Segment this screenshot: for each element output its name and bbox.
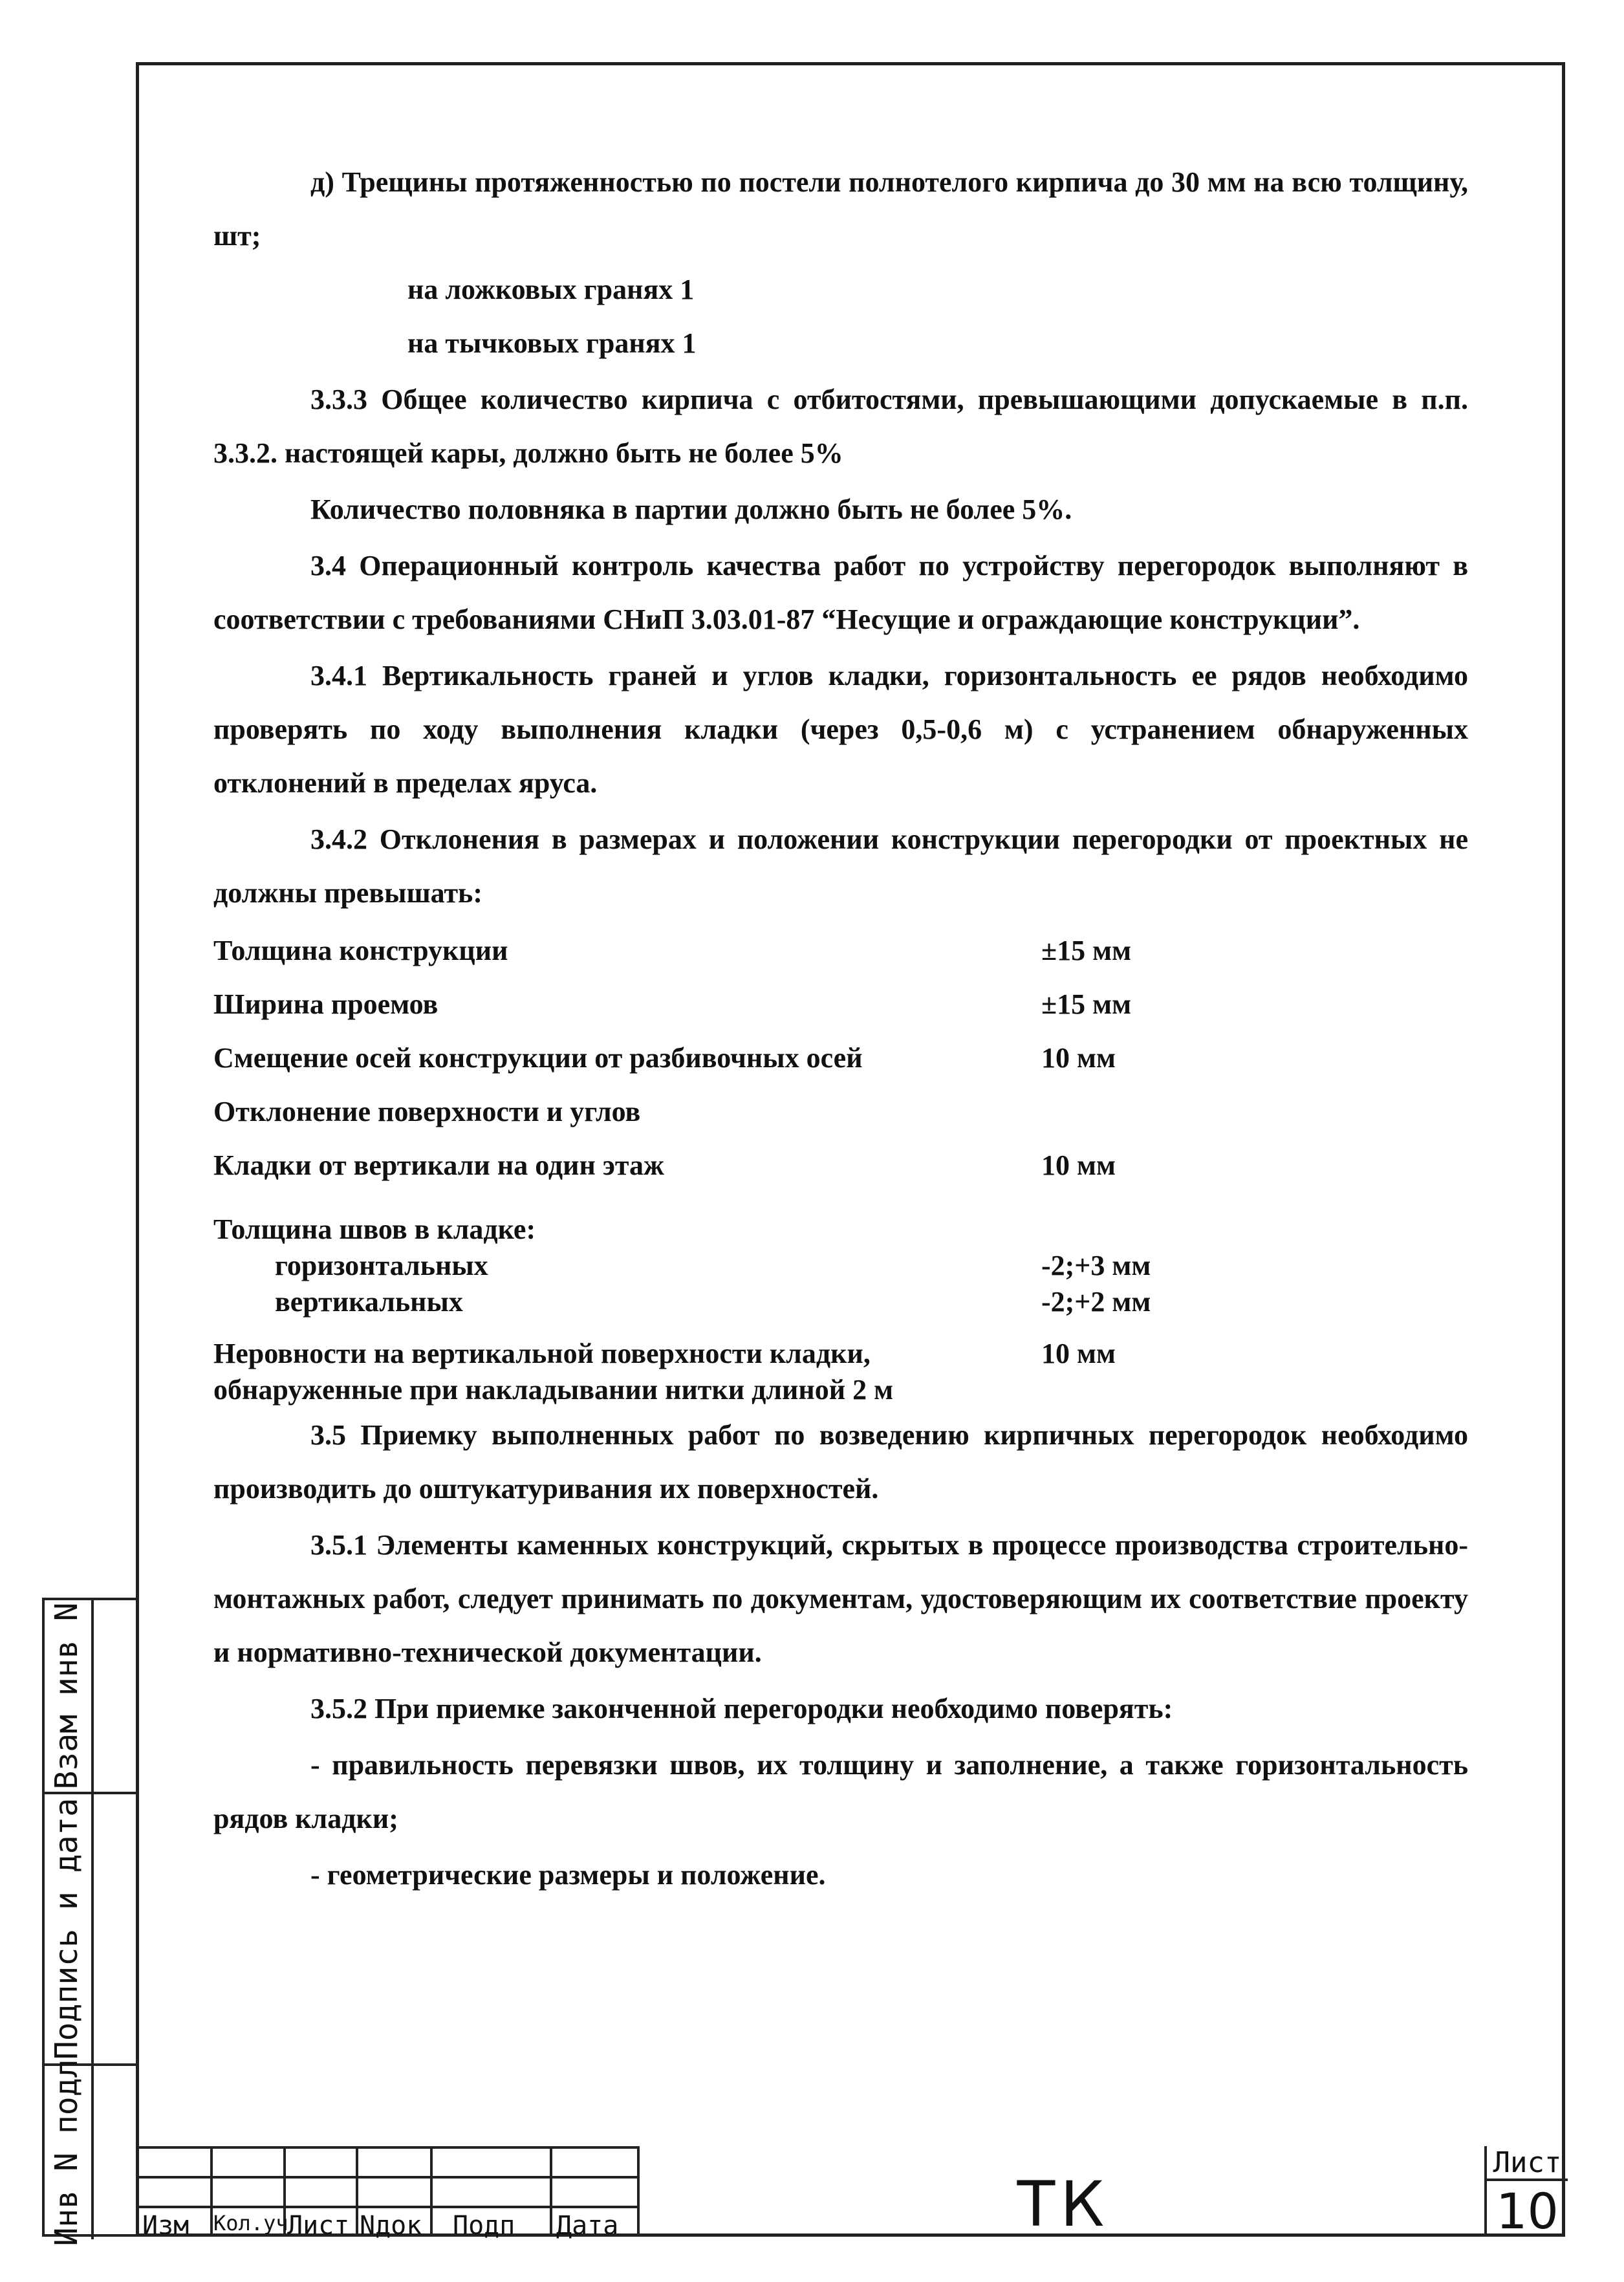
col-label-ndok: Nдок [360,2211,422,2241]
paragraph-half-bricks: Количество половняка в партии должно быть не более 5%. [310,494,1072,525]
paragraph-3-5: 3.5 Приемку выполненных работ по возведению кирпичных перегородок необходимо производить до оштукатуривания их поверхностей. [213,1419,1468,1505]
seam-thickness-block [213,1212,1468,1320]
sheet-number: 10 [1496,2182,1559,2240]
paragraph-d-sub2: на тычковых гранях 1 [407,327,697,359]
deviation-label: Отклонение поверхности и углов [213,1096,641,1127]
side-stamp [42,1598,136,2246]
col-label-izm: Изм [142,2211,189,2241]
deviation-label: Ширина проемов [213,988,438,1020]
stamp-label-podpis-data: Подпись и дата [49,1798,85,2060]
deviation-row [213,924,1468,977]
col-label-kol-uch: Кол.уч [213,2211,288,2235]
document-body [213,155,1468,1902]
stamp-label-inv-podl: Инв N подл [49,2059,85,2246]
title-block [136,2146,1565,2241]
unevenness-block [213,1336,1468,1408]
deviation-value: 10 мм [1041,1042,1116,1074]
paragraph-3-3-3: 3.3.3 Общее количество кирпича с отбитостями, превышающими допускаемые в п.п. 3.3.2. настоящей кары, должно быть не более 5% [213,384,1468,469]
seam-vertical-value: -2;+2 мм [1041,1286,1151,1318]
paragraph-3-4-2: 3.4.2 Отклонения в размерах и положении конструкции перегородки от проектных не должны превышать: [213,823,1468,909]
seam-horizontal-label: горизонтальных [275,1250,488,1281]
unevenness-label-1: Неровности на вертикальной поверхности кладки, [213,1338,871,1369]
stamp-cell-vzam-inv [45,1600,138,1794]
revision-grid [136,2146,637,2241]
paragraph-3-5-2-b: - геометрические размеры и положение. [310,1859,826,1891]
paragraph-3-4: 3.4 Операционный контроль качества работ по устройству перегородок выполняют в соответствии с требованиями СНиП 3.03.01-87 “Несущие и ограждающие конструкции”. [213,550,1468,635]
stamp-cell-podpis-data [45,1794,138,2066]
deviation-row [213,977,1468,1031]
deviation-row [213,1031,1468,1085]
sheet-cell [1484,2146,1568,2240]
col-label-list: Лист [287,2211,350,2241]
deviation-value [1041,1085,1468,1138]
col-label-data: Дата [556,2211,619,2241]
stamp-cell-inv-podl [45,2059,138,2246]
paragraph-3-4-1: 3.4.1 Вертикальность граней и углов кладки, горизонтальность ее рядов необходимо проверять по ходу выполнения кладки (через 0,5-0,6 м) с устранением обнаруженных отклонений в пределах яруса. [213,660,1468,799]
deviation-value: 10 мм [1041,1149,1116,1181]
deviation-label: Толщина конструкции [213,935,508,966]
deviation-value: ±15 мм [1041,988,1132,1020]
paragraph-3-5-2: 3.5.2 При приемке законченной перегородки необходимо поверять: [310,1693,1173,1724]
seam-vertical-label: вертикальных [275,1286,463,1318]
paragraph-3-5-1: 3.5.1 Элементы каменных конструкций, скрытых в процессе производства строительно-монтажных работ, следует принимать по документам, удостоверяющим их соответствие проекту и нормативно-технической документации. [213,1529,1468,1668]
deviation-label: Смещение осей конструкции от разбивочных осей [213,1042,863,1074]
deviation-row [213,1085,1468,1138]
unevenness-label-2: обнаруженные при накладывании нитки длиной 2 м [213,1374,894,1406]
deviation-row [213,1138,1468,1192]
stamp-label-vzam-inv: Взам инв N [49,1602,85,1790]
title-main-cell [637,2146,1487,2241]
seam-horizontal-value: -2;+3 мм [1041,1250,1151,1281]
paragraph-d-sub1: на ложковых гранях 1 [407,274,695,305]
paragraph-d: д) Трещины протяженностью по постели полнотелого кирпича до 30 мм на всю толщину, шт; [213,166,1468,252]
deviation-value: ±15 мм [1041,935,1132,966]
sheet-label: Лист [1487,2146,1568,2181]
deviation-label: Кладки от вертикали на один этаж [213,1149,664,1181]
seam-title: Толщина швов в кладке: [213,1213,536,1245]
col-label-podp: Подп [453,2211,515,2241]
paragraph-3-5-2-a: - правильность перевязки швов, их толщину и заполнение, а также горизонтальность рядов кладки; [213,1749,1468,1834]
unevenness-value: 10 мм [1041,1338,1116,1369]
document-code: ТК [1017,2168,1110,2241]
